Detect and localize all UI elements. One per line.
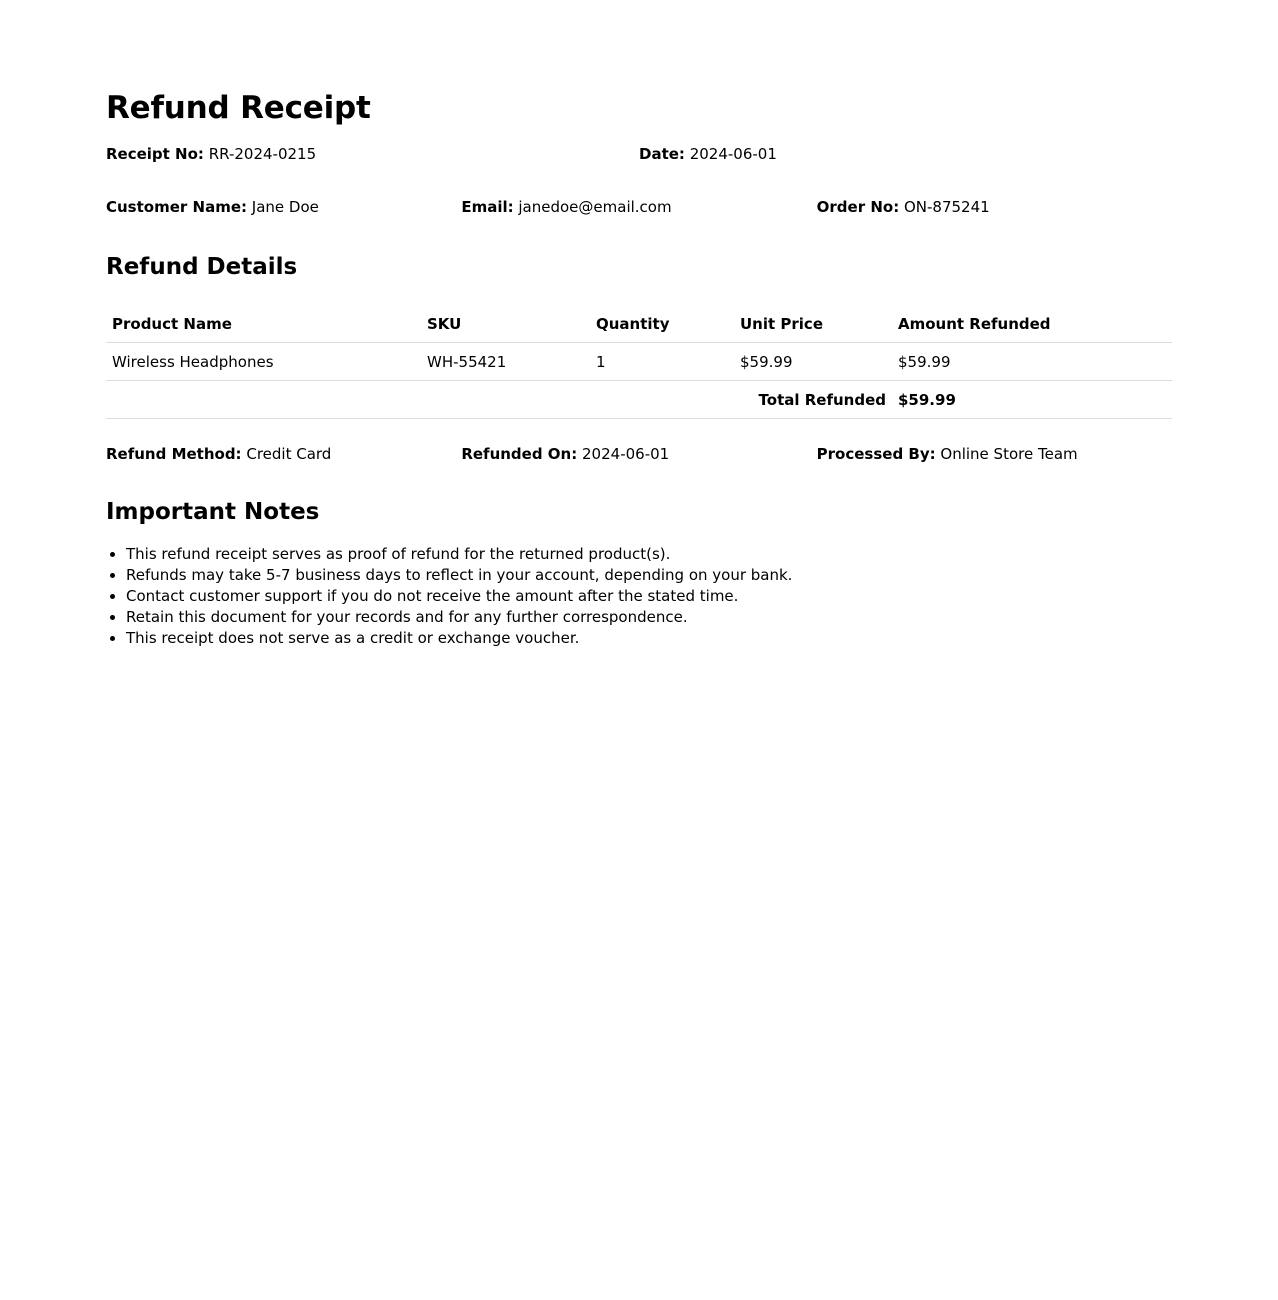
cell-quantity: 1 — [590, 343, 734, 381]
column-header-quantity: Quantity — [590, 305, 734, 343]
refund-method-field — [106, 444, 461, 464]
receipt-number-field — [106, 144, 639, 164]
order-number-value: ON-875241 — [903, 198, 990, 216]
total-refunded-label: Total Refunded — [106, 381, 892, 419]
refunded-on-label: Refunded On: — [461, 445, 578, 463]
column-header-amount-refunded: Amount Refunded — [892, 305, 1172, 343]
table-header-row — [106, 305, 1172, 343]
refunded-on-value: 2024-06-01 — [582, 445, 670, 463]
order-number-field — [817, 197, 1172, 217]
cell-sku: WH-55421 — [421, 343, 590, 381]
customer-name-field — [106, 197, 461, 217]
customer-email-label: Email: — [461, 198, 514, 216]
cell-product-name: Wireless Headphones — [106, 343, 421, 381]
page-title: Refund Receipt — [106, 90, 371, 126]
receipt-date-field — [639, 144, 1172, 164]
receipt-number-label: Receipt No: — [106, 145, 204, 163]
list-item: • This receipt does not serve as a credit or exchange voucher. — [126, 628, 1172, 649]
customer-info-row — [106, 197, 1172, 217]
list-item: • This refund receipt serves as proof of refund for the returned product(s). — [126, 544, 1172, 565]
total-row — [106, 381, 1172, 419]
table-row — [106, 343, 1172, 381]
receipt-date-label: Date: — [639, 145, 685, 163]
receipt-page — [106, 0, 1172, 649]
column-header-product: Product Name — [106, 305, 421, 343]
total-refunded-value: $59.99 — [892, 381, 1172, 419]
customer-name-label: Customer Name: — [106, 198, 247, 216]
order-number-label: Order No: — [816, 198, 900, 216]
receipt-meta-row — [106, 144, 1172, 164]
processed-by-label: Processed By: — [816, 445, 936, 463]
customer-email-field — [461, 197, 816, 217]
column-header-sku: SKU — [421, 305, 590, 343]
refund-details-heading: Refund Details — [106, 254, 298, 280]
important-notes-heading: Important Notes — [106, 499, 320, 525]
receipt-date-value: 2024-06-01 — [689, 145, 777, 163]
cell-unit-price: $59.99 — [734, 343, 892, 381]
processed-by-field — [817, 444, 1172, 464]
refunded-on-field — [461, 444, 816, 464]
refund-method-value: Credit Card — [246, 445, 332, 463]
customer-name-value: Jane Doe — [251, 198, 319, 216]
processed-by-value: Online Store Team — [940, 445, 1078, 463]
refund-method-label: Refund Method: — [106, 445, 242, 463]
customer-email-value: janedoe@email.com — [518, 198, 672, 216]
refund-info-row — [106, 444, 1172, 464]
cell-amount-refunded: $59.99 — [892, 343, 1172, 381]
list-item: • Refunds may take 5-7 business days to reflect in your account, depending on your bank. — [126, 565, 1172, 586]
receipt-number-value: RR-2024-0215 — [208, 145, 317, 163]
column-header-unit-price: Unit Price — [734, 305, 892, 343]
list-item: • Contact customer support if you do not receive the amount after the stated time. — [126, 586, 1172, 607]
notes-list — [106, 544, 1172, 649]
refund-details-table — [106, 305, 1172, 419]
list-item: • Retain this document for your records and for any further correspondence. — [126, 607, 1172, 628]
